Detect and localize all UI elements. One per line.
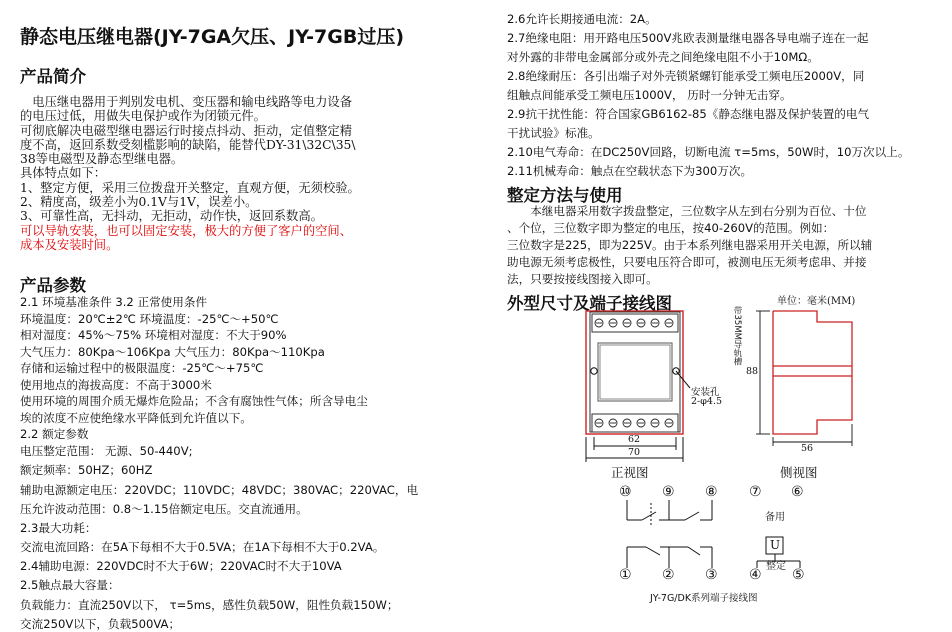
setting-line: 、个位，三位数字即为整定的电压，按40-260V的范围。例如： [507, 221, 835, 235]
spec-line: 2.6允许长期接通电流：2A。 [507, 12, 657, 26]
param-line: 交流电流回路：在5A下每相不大于0.5VA；在1A下每相不大于0.2VA。 [20, 540, 385, 554]
terminal-caption: JY-7G/DK系列端子接线图 [650, 593, 758, 604]
terminal-8: ⑧ [705, 484, 718, 500]
unit-label: 单位：毫米(MM) [777, 296, 856, 307]
terminal-3: ③ [705, 567, 718, 583]
terminal-9: ⑨ [662, 484, 675, 500]
param-line: 负载能力：直流250V以下， τ=5ms，感性负载50W，阻性负载150W； [20, 598, 399, 612]
param-line: 2.2 额定参数 [20, 427, 89, 441]
intro-line: 的电压过低，用做失电保护或作为闭锁元件。 [20, 109, 266, 124]
spec-line: 干扰试验》标准。 [507, 126, 600, 140]
terminal-10: ⑩ [619, 484, 632, 500]
u-label: U [770, 538, 781, 552]
params-heading: 产品参数 [20, 276, 86, 295]
terminal-1: ① [619, 567, 632, 583]
param-line: 使用环境的周围介质无爆炸危险品；不含有腐蚀性气体；所含导电尘 [20, 394, 368, 408]
setting-label: 整定 [766, 561, 786, 572]
param-line: 2.5触点最大容量： [20, 578, 120, 592]
param-line: 相对湿度：45%～75% 环境相对湿度：不大于90% [20, 328, 287, 342]
dim-70: 70 [628, 447, 641, 458]
figure-heading: 外型尺寸及端子接线图 [507, 294, 672, 313]
terminal-7: ⑦ [749, 484, 762, 500]
dim-62: 62 [628, 434, 641, 445]
terminal-5: ⑤ [792, 567, 805, 583]
param-line: 存储和运输过程中的极限温度：-25℃～+75℃ [20, 361, 264, 375]
feature-highlight: 可以导轨安装，也可以固定安装，极大的方便了客户的空间、 [20, 223, 353, 238]
intro-line: 可彻底解决电磁型继电器运行时接点抖动、拒动，定值整定精 [20, 123, 353, 138]
intro-line: 具体特点如下： [20, 166, 107, 181]
intro-line: 电压继电器用于判别发电机、变压器和输电线路等电力设备 [20, 95, 353, 109]
spec-line: 2.8绝缘耐压：各引出端子对外壳锁紧螺钉能承受工频电压2000V，同 [507, 69, 865, 83]
setting-line: 三位数字是225，即为225V。由于本系列继电器采用开关电源，所以辅 [507, 238, 873, 252]
spec-line: 2.9抗干扰性能：符合国家GB6162-85《静态继电器及保护装置的电气 [507, 107, 870, 121]
spec-line: 对外露的非带电金属部分或外壳之间绝缘电阻不小于10MΩ。 [507, 50, 819, 64]
spare-label: 备用 [765, 512, 785, 523]
param-line: 辅助电源额定电压：220VDC；110VDC；48VDC；380VAC；220VAC，电 [20, 483, 419, 497]
setting-heading: 整定方法与使用 [507, 186, 623, 205]
param-line: 埃的浓度不应使绝缘水平降低到允许值以下。 [20, 410, 252, 425]
param-line: 使用地点的海拔高度：不高于3000米 [20, 377, 212, 392]
terminal-4: ④ [749, 567, 762, 583]
page-title: 静态电压继电器(JY-7GA欠压、JY-7GB过压) [20, 26, 405, 48]
param-line: 2.4辅助电源：220VDC时不大于6W；220VAC时不大于10VA [20, 559, 342, 573]
mount-hole-label: 安装孔 [691, 387, 720, 398]
setting-line: 本继电器采用数字拨盘整定，三位数字从左到右分别为百位、十位 [507, 204, 867, 218]
param-line: 2.3最大功耗： [20, 521, 97, 535]
spec-line: 组触点间能承受工频电压1000V， 历时一分钟无击穿。 [507, 88, 792, 102]
terminal-6: ⑥ [791, 484, 804, 500]
terminal-2: ② [662, 567, 675, 583]
param-line: 交流250V以下，负载500VA； [20, 617, 181, 631]
param-line: 大气压力：80Kpa～106Kpa 大气压力：80Kpa～110Kpa [20, 344, 325, 359]
side-view-label: 侧视图 [780, 465, 818, 480]
dim-88: 88 [746, 366, 759, 377]
param-line: 压允许波动范围：0.8～1.15倍额定电压。交直流通用。 [20, 502, 308, 516]
setting-line: 法，只要按接线图接入即可。 [507, 272, 658, 286]
dim-56: 56 [801, 443, 814, 454]
side-view-drawing [756, 311, 852, 446]
spec-line: 2.7绝缘电阻：用开路电压500V兆欧表测量继电器各导电端子连在一起 [507, 31, 869, 45]
feature-item: 2、精度高，级差小为0.1V与1V，误差小。 [20, 195, 258, 210]
feature-item: 3、可靠性高，无抖动，无拒动，动作快，返回系数高。 [20, 209, 323, 224]
intro-heading: 产品简介 [20, 67, 86, 86]
rail-label: 带35MM导轨槽 [732, 306, 742, 366]
setting-line: 助电源无须考虑极性，只要电压符合即可，被测电压无须考虑串、并接 [507, 255, 867, 269]
hole-spec-label: 2-φ4.5 [691, 396, 723, 407]
param-line: 环境温度：20℃±2℃ 环境温度：-25℃～+50℃ [20, 311, 279, 326]
param-line: 2.1 环境基准条件 3.2 正常使用条件 [20, 295, 208, 309]
param-line: 电压整定范围： 无源、50-440V; [20, 443, 193, 458]
intro-line: 度不高，返回系数受刻槛影响的缺陷，能替代DY-31\32C\35\ [20, 137, 356, 152]
feature-item: 1、整定方便，采用三位拨盘开关整定，直观方便，无须校验。 [20, 180, 360, 195]
terminal-screws [595, 319, 673, 427]
front-view-label: 正视图 [611, 465, 649, 480]
intro-line: 38等电磁型及静态型继电器。 [20, 152, 184, 167]
spec-line: 2.10电气寿命：在DC250V回路，切断电流 τ=5ms，50W时，10万次以上。 [507, 145, 910, 159]
spec-line: 2.11机械寿命：触点在空载状态下为300万次。 [507, 164, 753, 178]
feature-highlight: 成本及安装时间。 [20, 237, 119, 252]
param-line: 额定频率：50HZ；60HZ [20, 463, 153, 477]
